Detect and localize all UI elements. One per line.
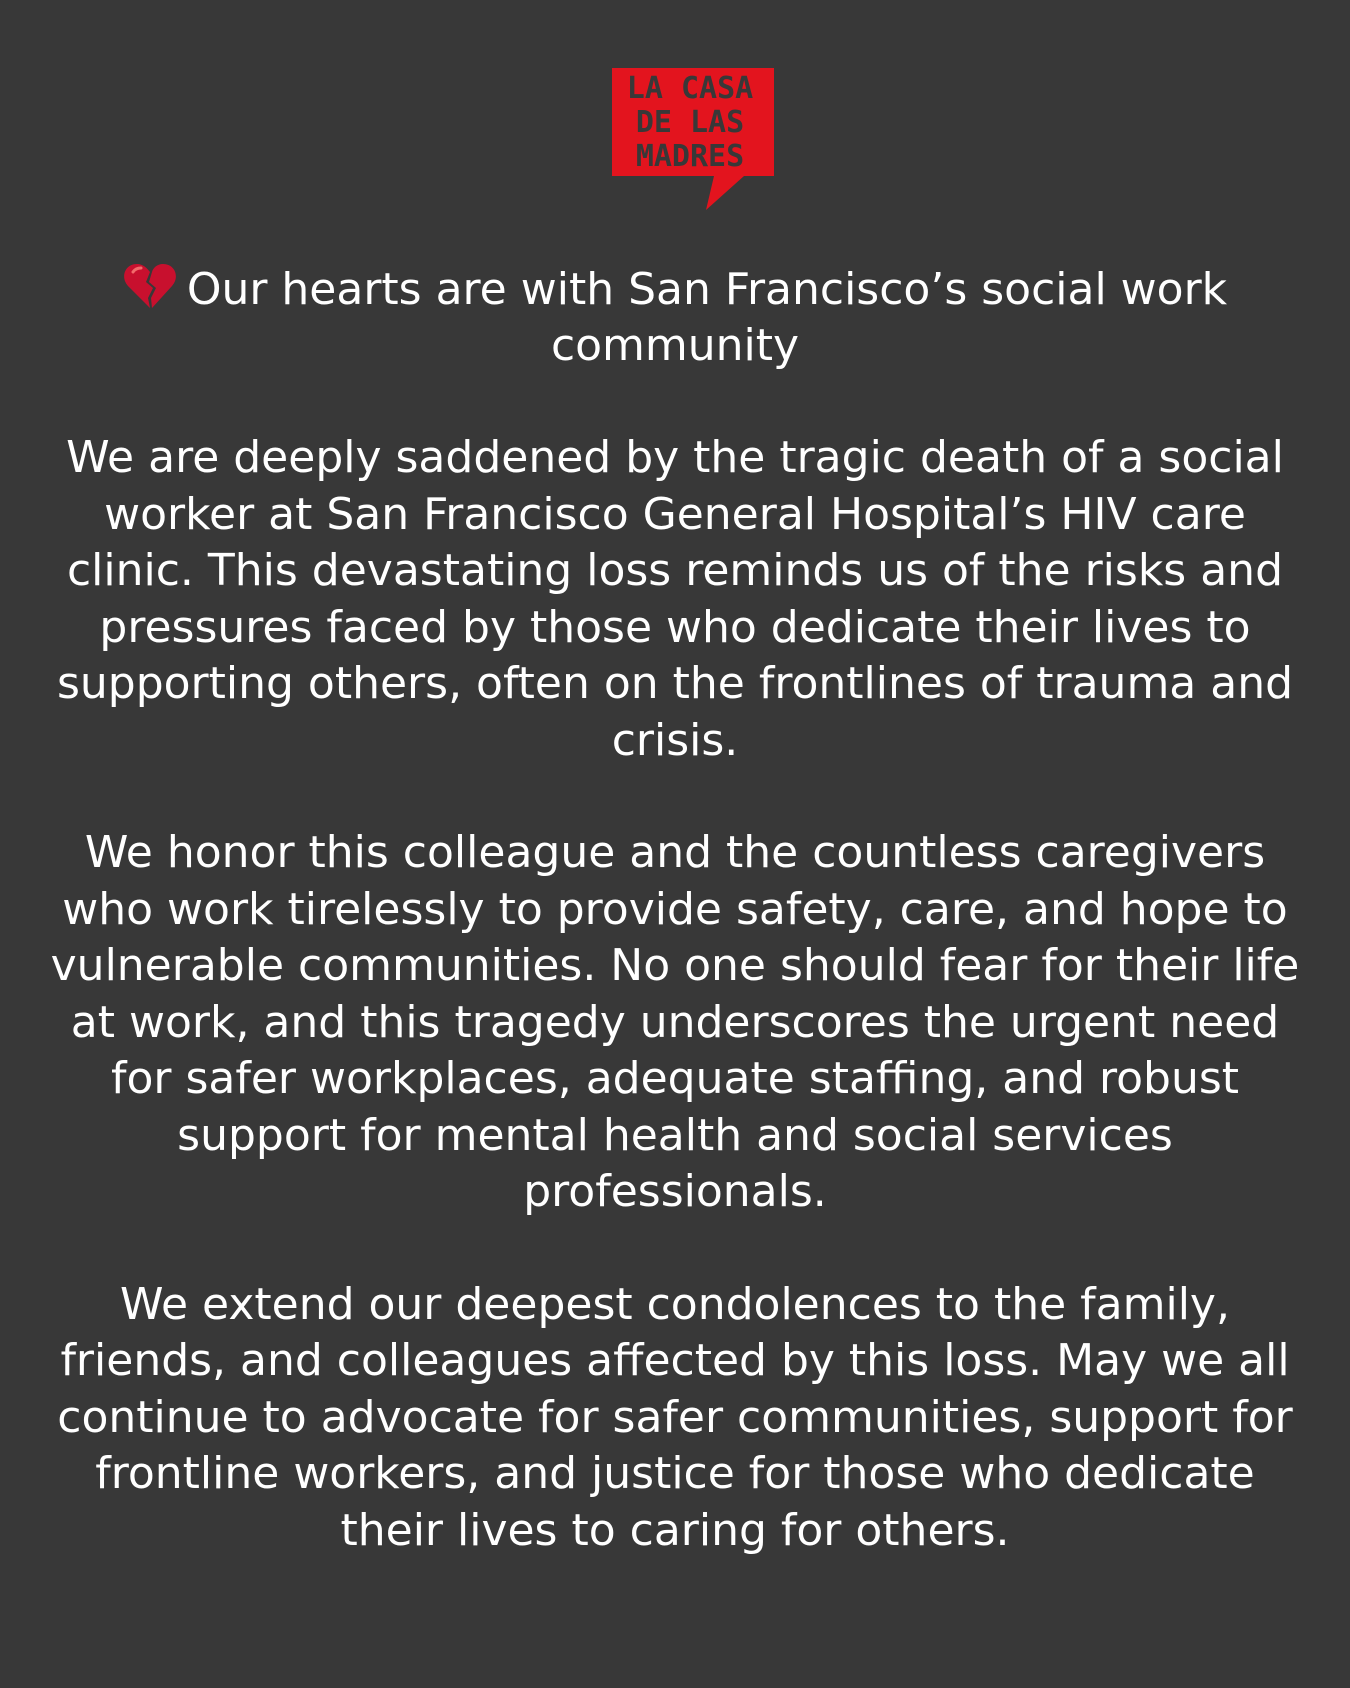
statement-heading — [40, 262, 1310, 374]
statement-body — [40, 262, 1310, 1615]
broken-heart-icon — [123, 262, 177, 310]
paragraph-1: We are deeply saddened by the tragic death of a social worker at San Francisco General Hospital’s HIV care clinic. This devastating loss reminds us of the risks and pressures faced by those who dedicate their lives to supporting others, often on the frontlines of trauma and crisis. — [56, 432, 1294, 766]
organization-logo — [610, 68, 774, 212]
logo-line-1: LA CASA — [626, 71, 754, 106]
paragraph-2: We honor this colleague and the countless caregivers who work tirelessly to provide safety, care, and hope to vulnerable communities. No one should fear for their life at work, and this tragedy underscores the urgent need for safer workplaces, adequate staffing, and robust support for mental health and social services professionals. — [50, 827, 1300, 1217]
heading-text: Our hearts are with San Francisco’s social work community — [186, 264, 1228, 371]
paragraph-3: We extend our deepest condolences to the family, friends, and colleagues affected by this loss. May we all continue to advocate for safer communities, support for frontline workers, and justice for those who dedicate their lives to caring for others. — [57, 1278, 1293, 1556]
logo-line-2: DE LAS — [635, 105, 745, 140]
logo-line-3: MADRES — [635, 139, 745, 174]
